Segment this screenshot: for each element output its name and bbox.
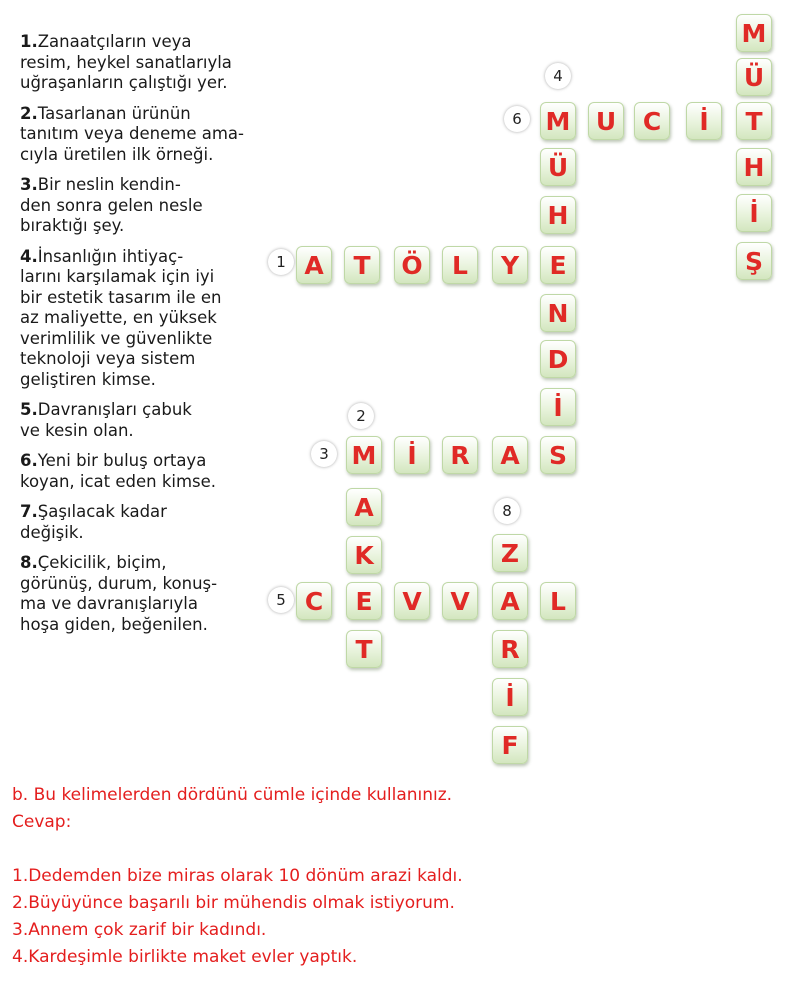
crossword-cell: Ü — [540, 148, 576, 186]
clue-number-circle: 8 — [494, 498, 520, 524]
crossword-cell: C — [634, 102, 670, 140]
crossword-cell: V — [394, 582, 430, 620]
crossword-cell: K — [346, 536, 382, 574]
crossword-cell: L — [442, 246, 478, 284]
crossword-cell: İ — [736, 194, 772, 232]
crossword-cell: İ — [540, 388, 576, 426]
clue-number: 3. — [20, 175, 38, 194]
clue-number: 6. — [20, 451, 38, 470]
crossword-cell: Ö — [394, 246, 430, 284]
crossword-cell: N — [540, 294, 576, 332]
crossword-cell: E — [346, 582, 382, 620]
crossword-cell: D — [540, 340, 576, 378]
clue-number: 8. — [20, 553, 38, 572]
clue-number: 2. — [20, 103, 38, 123]
clue-number-circle: 4 — [545, 63, 571, 89]
clue-text: Çekicilik, biçim, görünüş, durum, konuş- ma ve davranışlarıyla hoşa giden, beğenilen. — [20, 553, 218, 634]
clue-number: 4. — [20, 246, 38, 266]
answer-line: 3.Annem çok zarif bir kadındı. — [12, 920, 267, 940]
crossword-cell: S — [540, 436, 576, 474]
clue-number: 5. — [20, 400, 38, 419]
answer-line: 4.Kardeşimle birlikte maket evler yaptık. — [12, 947, 358, 967]
crossword-cell: R — [442, 436, 478, 474]
crossword-cell: C — [296, 582, 332, 620]
crossword-cell: T — [344, 246, 380, 284]
clue-number-circle: 2 — [348, 403, 374, 429]
clue-number-circle: 5 — [268, 587, 294, 613]
crossword-cell: M — [346, 436, 382, 474]
answer-spacer — [12, 836, 782, 863]
crossword-cell: V — [442, 582, 478, 620]
clue-text: Şaşılacak kadar değişik. — [20, 502, 167, 542]
clue-text: Yeni bir buluş ortaya koyan, icat eden kimse. — [20, 451, 217, 491]
answer-line: 2.Büyüyünce başarılı bir mühendis olmak istiyorum. — [12, 893, 455, 913]
answer-line: 1.Dedemden bize miras olarak 10 dönüm arazi kaldı. — [12, 866, 463, 886]
clue-number: 7. — [20, 502, 38, 521]
crossword-cell: Ü — [736, 58, 772, 96]
clue-number-circle: 1 — [268, 249, 294, 275]
crossword-cell: Y — [492, 246, 528, 284]
crossword-cell: H — [540, 196, 576, 234]
crossword-cell: Ş — [736, 242, 772, 280]
crossword-cell: A — [492, 582, 528, 620]
crossword-cell: A — [346, 488, 382, 526]
crossword-cell: R — [492, 630, 528, 668]
clue-text: İnsanlığın ihtiyaç- larını karşılamak için iyi bir estetik tasarım ile en az maliyette, en yüksek verimlilik ve güvenlikte teknoloji veya sistem geliştiren kimse. — [20, 246, 222, 389]
crossword-cell: T — [736, 102, 772, 140]
answer-section — [12, 782, 782, 971]
answer-label: Cevap: — [12, 812, 72, 832]
crossword-cell: A — [296, 246, 332, 284]
crossword-cell: F — [492, 726, 528, 764]
crossword-cell: M — [736, 14, 772, 52]
clue-text: Davranışları çabuk ve kesin olan. — [20, 400, 192, 440]
crossword-cell: L — [540, 582, 576, 620]
crossword-cell: H — [736, 148, 772, 186]
crossword-cell: E — [540, 246, 576, 284]
crossword-cell: İ — [686, 102, 722, 140]
clue-text: Zanaatçıların veya resim, heykel sanatlarıyla uğraşanların çalıştığı yer. — [20, 32, 232, 92]
crossword-cell: A — [492, 436, 528, 474]
clue-text: Tasarlanan ürünün tanıtım veya deneme ama- cıyla üretilen ilk örneği. — [20, 103, 244, 164]
crossword-cell: U — [588, 102, 624, 140]
clue-text: Bir neslin kendin- den sonra gelen nesle bıraktığı şey. — [20, 175, 203, 235]
clue-number: 1. — [20, 32, 38, 51]
clue-number-circle: 6 — [504, 106, 530, 132]
crossword-cell: T — [346, 630, 382, 668]
clue-number-circle: 3 — [311, 441, 337, 467]
answer-prompt: b. Bu kelimelerden dördünü cümle içinde kullanınız. — [12, 785, 453, 805]
crossword-cell: Z — [492, 534, 528, 572]
crossword-cell: M — [540, 102, 576, 140]
crossword-cell: İ — [394, 436, 430, 474]
crossword-cell: İ — [492, 678, 528, 716]
